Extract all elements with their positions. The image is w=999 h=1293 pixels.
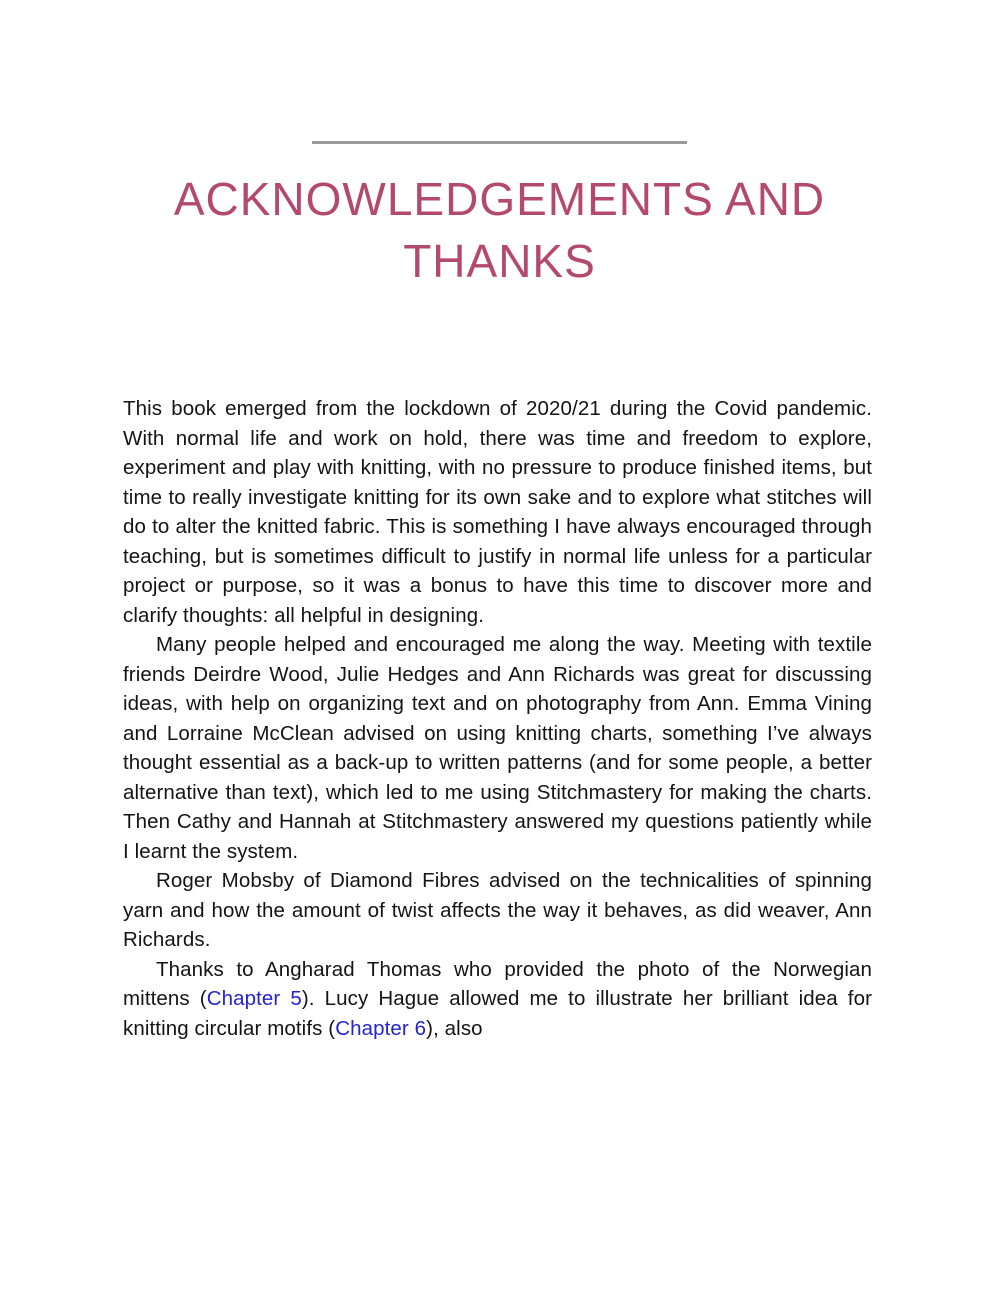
paragraph-text: Roger Mobsby of Diamond Fibres advised on the technicalities of spinning yarn and how the amount of twist affects the way it behaves, as did weaver, Ann Richards. xyxy=(123,869,872,951)
chapter-link[interactable]: Chapter 5 xyxy=(206,987,302,1010)
paragraph-text: This book emerged from the lockdown of 2020/21 during the Covid pandemic. With normal life and work on hold, there was time and freedom to explore, experiment and play with knitting, with no pressure to produce finished items, but time to really investigate knitting for its own sake and to explore what stitches will do to alter the knitted fabric. This is something I have always encouraged through teaching, but is sometimes difficult to justify in normal life unless for a particular project or purpose, so it was a bonus to have this time to discover more and clarify thoughts: all helpful in designing. xyxy=(123,397,872,627)
body-text xyxy=(123,394,872,1043)
paragraph xyxy=(123,866,872,955)
paragraph-text: ), also xyxy=(426,1016,483,1040)
paragraph-text: ). Lucy Hague allowed me to illustrate her brilliant idea for knitting circular motifs ( xyxy=(123,987,873,1040)
chapter-link[interactable]: Chapter 6 xyxy=(335,1016,427,1040)
paragraph xyxy=(123,394,872,630)
paragraph xyxy=(123,955,872,1044)
paragraph-text: Many people helped and encouraged me along the way. Meeting with textile friends Deirdre Wood, Julie Hedges and Ann Richards was great for discussing ideas, with help on organizing text and on photography from Ann. Emma Vining and Lorraine McClean advised on using knitting charts, something I’ve always thought essential as a back-up to written patterns (and for some people, a better alternative than text), which led to me using Stitchmastery for making the charts. Then Cathy and Hannah at Stitchmastery answered my questions patiently while I learnt the system. xyxy=(123,633,872,863)
paragraph xyxy=(123,630,872,866)
paragraph-text: Thanks to Angharad Thomas who provided the photo of the Norwegian mittens ( xyxy=(123,957,872,1010)
page-title: ACKNOWLEDGEMENTS AND THANKS xyxy=(173,173,826,287)
section-divider xyxy=(312,141,687,144)
